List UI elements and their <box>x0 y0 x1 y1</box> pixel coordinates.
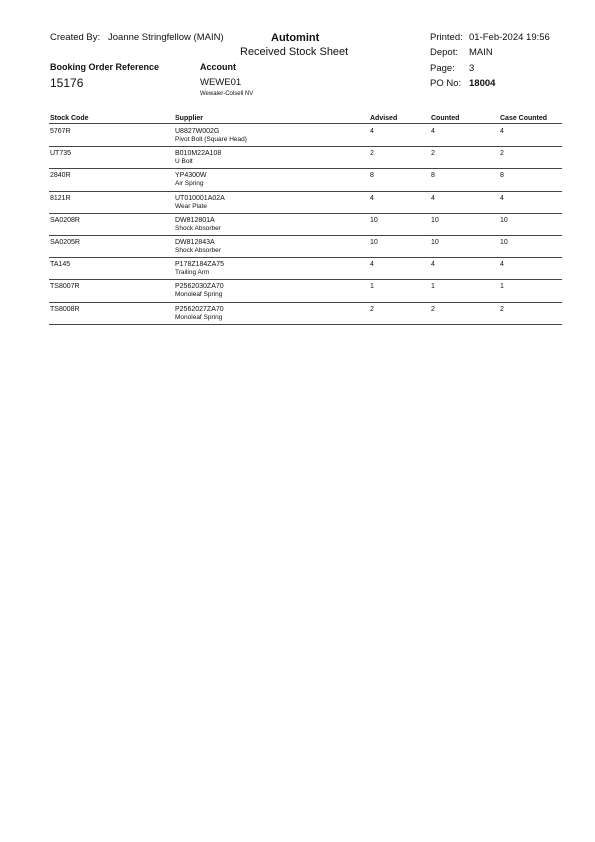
case-counted-qty: 10 <box>500 216 508 224</box>
counted-qty: 4 <box>431 128 435 135</box>
counted-qty: 8 <box>431 172 435 180</box>
table-row <box>49 147 562 169</box>
depot-label: Depot: <box>430 47 458 58</box>
supplier-code: P2562030ZA70 <box>175 283 224 291</box>
item-description: Wear Plate <box>175 202 208 210</box>
table-row <box>49 125 562 147</box>
column-header-supplier: Supplier <box>175 115 204 122</box>
table-row <box>49 236 562 258</box>
advised-qty: 2 <box>370 150 374 158</box>
advised-qty: 8 <box>370 172 374 180</box>
stock-code: 8121R <box>50 194 71 202</box>
item-description: Monoleaf Spring <box>175 291 223 299</box>
printed-label: Printed: <box>430 32 463 43</box>
table-row <box>49 280 562 302</box>
counted-qty: 10 <box>431 238 439 246</box>
depot-value: MAIN <box>469 47 493 58</box>
item-description: Shock Absorber <box>175 246 221 254</box>
page-value: 3 <box>469 63 475 74</box>
po-label: PO No: <box>430 78 462 89</box>
table-row <box>49 214 562 236</box>
counted-qty: 2 <box>431 305 435 313</box>
column-header-stock-code: Stock Code <box>50 115 89 122</box>
printed-value: 01-Feb-2024 19:56 <box>469 32 550 43</box>
counted-qty: 2 <box>431 150 435 158</box>
advised-qty: 1 <box>370 283 374 291</box>
case-counted-qty: 4 <box>500 261 504 269</box>
advised-qty: 10 <box>370 216 378 224</box>
item-description: Shock Absorber <box>175 224 221 232</box>
supplier-code: UT010001A02A <box>175 194 225 202</box>
supplier-code: U8827W002G <box>175 128 220 135</box>
case-counted-qty: 4 <box>500 194 504 202</box>
header-divider <box>49 123 562 124</box>
booking-ref-value: 15176 <box>50 76 84 90</box>
item-description: Pivot Bolt (Square Head) <box>175 136 247 143</box>
booking-ref-label: Booking Order Reference <box>50 62 160 72</box>
case-counted-qty: 1 <box>500 283 504 291</box>
table-row <box>49 303 562 325</box>
account-code: WEWE01 <box>200 77 242 88</box>
counted-qty: 4 <box>431 261 435 269</box>
case-counted-qty: 2 <box>500 305 504 313</box>
po-value: 18004 <box>469 78 496 89</box>
advised-qty: 2 <box>370 305 374 313</box>
company-name: Automint <box>271 32 320 44</box>
column-header-counted: Counted <box>431 115 460 122</box>
case-counted-qty: 10 <box>500 238 508 246</box>
item-description: Air Spring <box>175 180 204 188</box>
column-header-advised: Advised <box>370 115 398 122</box>
case-counted-qty: 4 <box>500 128 504 135</box>
account-label: Account <box>200 62 236 72</box>
table-row <box>49 192 562 214</box>
item-description: Trailing Arm <box>175 269 210 277</box>
item-description: Monoleaf Spring <box>175 313 223 321</box>
table-row <box>49 258 562 280</box>
supplier-code: DW812843A <box>175 238 215 246</box>
stock-table <box>49 113 562 325</box>
advised-qty: 4 <box>370 194 374 202</box>
stock-code: TS8008R <box>50 305 80 313</box>
counted-qty: 1 <box>431 283 435 291</box>
stock-code: SA0205R <box>50 238 80 246</box>
column-header-case-counted: Case Counted <box>500 115 548 122</box>
stock-code: SA0208R <box>50 216 80 224</box>
stock-code: TA145 <box>50 261 71 269</box>
created-by-value: Joanne Stringfellow (MAIN) <box>108 32 224 43</box>
supplier-code: YP4300W <box>175 172 207 180</box>
stock-code: 5767R <box>50 128 71 135</box>
advised-qty: 4 <box>370 128 374 135</box>
item-description: U Bolt <box>175 158 193 166</box>
stock-code: 2840R <box>50 172 71 180</box>
advised-qty: 10 <box>370 238 378 246</box>
stock-code: UT735 <box>50 150 72 158</box>
supplier-code: DW812801A <box>175 216 215 224</box>
page-label: Page: <box>430 63 455 74</box>
sheet-title: Received Stock Sheet <box>240 46 349 58</box>
counted-qty: 4 <box>431 194 435 202</box>
table-header <box>49 113 562 125</box>
advised-qty: 4 <box>370 261 374 269</box>
case-counted-qty: 8 <box>500 172 504 180</box>
stock-code: TS8007R <box>50 283 80 291</box>
account-name: Wewaler-Colsell NV <box>200 91 254 97</box>
supplier-code: B010M22A108 <box>175 150 222 158</box>
row-divider <box>49 324 562 325</box>
table-row <box>49 169 562 191</box>
created-by-label: Created By: <box>50 32 101 43</box>
counted-qty: 10 <box>431 216 439 224</box>
case-counted-qty: 2 <box>500 150 504 158</box>
supplier-code: P178Z184ZA75 <box>175 261 225 269</box>
supplier-code: P2562027ZA70 <box>175 305 224 313</box>
